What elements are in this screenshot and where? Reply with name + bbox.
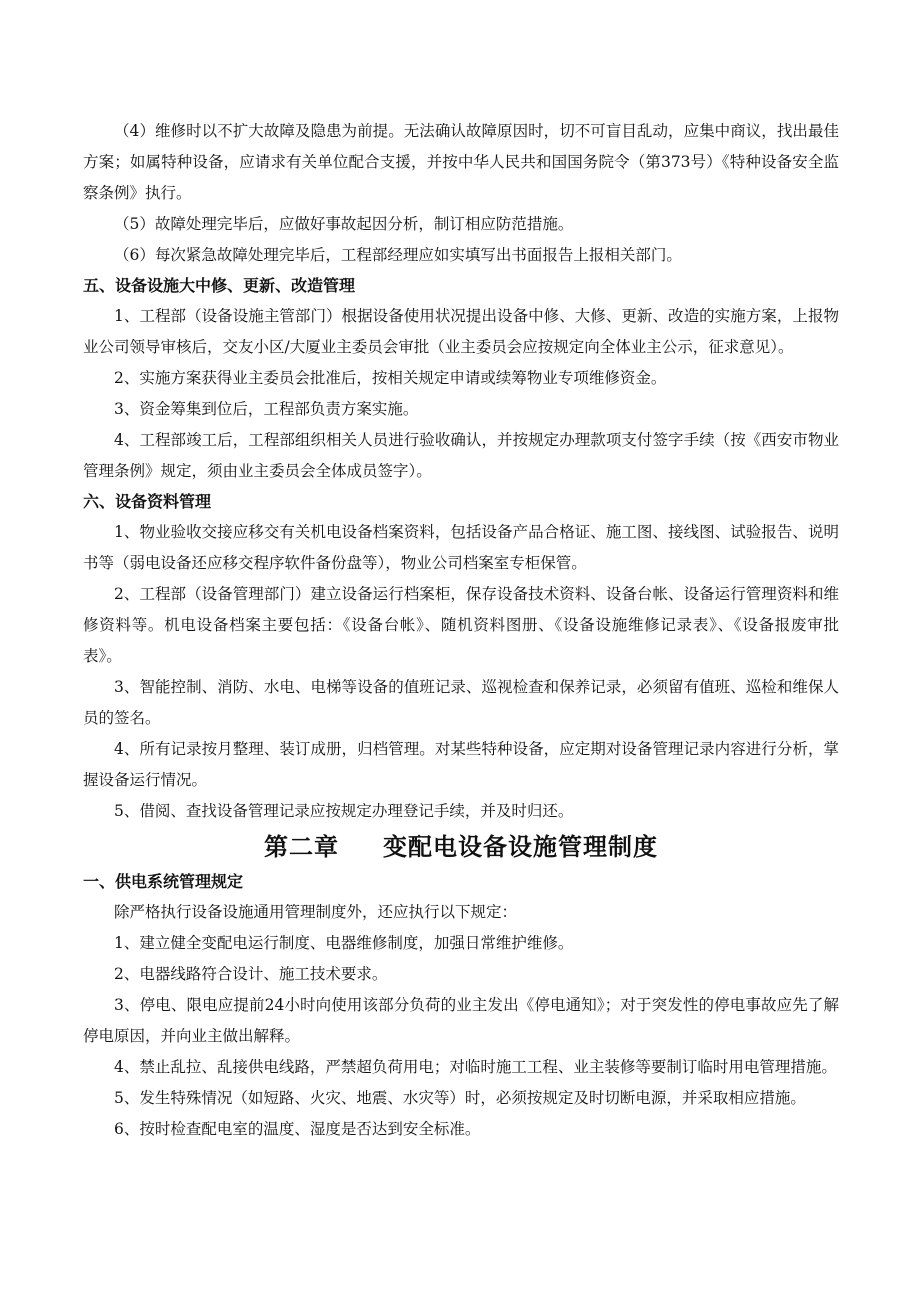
paragraph-power-1: 1、建立健全变配电运行制度、电器维修制度，加强日常维护维修。 [114,934,574,952]
paragraph-overhaul-4: 4、工程部竣工后，工程部组织相关人员进行验收确认，并按规定办理款项支付签字手续（按《西安市物业管理条例》规定，须由业主委员会全体成员签字）。 [83,431,839,480]
paragraph-power-3: 3、停电、限电应提前24小时向使用该部分负荷的业主发出《停电通知》；对于突发性的停电事故应先了解停电原因，并向业主做出解释。 [83,996,839,1045]
paragraph-power-4: 4、禁止乱拉、乱接供电线路，严禁超负荷用电；对临时施工工程、业主装修等要制订临时用电管理措施。 [114,1058,837,1076]
section-heading-power-supply: 一、供电系统管理规定 [83,872,244,891]
paragraph-fault-analysis: （5）故障处理完毕后，应做好事故起因分析，制订相应防范措施。 [114,215,574,233]
paragraph-emergency-report: （6）每次紧急故障处理完毕后，工程部经理应如实填写出书面报告上报相关部门。 [114,246,682,264]
chapter-label: 第二章 [264,833,339,861]
chapter-name: 变配电设备设施管理制度 [383,833,658,861]
section-heading-records: 六、设备资料管理 [83,492,212,511]
paragraph-power-intro: 除严格执行设备设施通用管理制度外，还应执行以下规定： [114,903,518,921]
paragraph-overhaul-1: 1、工程部（设备设施主管部门）根据设备使用状况提出设备中修、大修、更新、改造的实施方案，上报物业公司领导审核后，交友小区/大厦业主委员会审批（业主委员会应按规定向全体业主公示，征求意见）。 [83,307,839,356]
paragraph-power-6: 6、按时检查配电室的温度、湿度是否达到安全标准。 [114,1120,481,1138]
paragraph-records-2: 2、工程部（设备管理部门）建立设备运行档案柜，保存设备技术资料、设备台帐、设备运行管理资料和维修资料等。机电设备档案主要包括：《设备台帐》、随机资料图册、《设备设施维修记录表》、《设备报废审批表》。 [83,585,839,665]
paragraph-power-2: 2、电器线路符合设计、施工技术要求。 [114,965,388,983]
paragraph-records-3: 3、智能控制、消防、水电、电梯等设备的值班记录、巡视检查和保养记录，必须留有值班、巡检和维保人员的签名。 [83,678,839,727]
paragraph-records-5: 5、借阅、查找设备管理记录应按规定办理登记手续，并及时归还。 [114,802,574,820]
paragraph-records-4: 4、所有记录按月整理、装订成册，归档管理。对某些特种设备，应定期对设备管理记录内容进行分析，掌握设备运行情况。 [83,740,839,789]
chapter-title [83,827,839,867]
paragraph-records-1: 1、物业验收交接应移交有关机电设备档案资料，包括设备产品合格证、施工图、接线图、试验报告、说明书等（弱电设备还应移交程序软件备份盘等），物业公司档案室专柜保管。 [83,523,839,572]
section-heading-overhaul: 五、设备设施大中修、更新、改造管理 [83,276,356,295]
paragraph-overhaul-2: 2、实施方案获得业主委员会批准后，按相关规定申请或续筹物业专项维修资金。 [114,369,667,387]
document-page [83,116,839,1145]
paragraph-power-5: 5、发生特殊情况（如短路、火灾、地震、水灾等）时，必须按规定及时切断电源，并采取相应措施。 [114,1089,806,1107]
paragraph-repair-principle: （4）维修时以不扩大故障及隐患为前提。无法确认故障原因时，切不可盲目乱动，应集中商议，找出最佳方案；如属特种设备，应请求有关单位配合支援，并按中华人民共和国国务院令（第373号）《特种设备安全监察条例》执行。 [83,122,839,202]
paragraph-overhaul-3: 3、资金筹集到位后，工程部负责方案实施。 [114,400,419,418]
